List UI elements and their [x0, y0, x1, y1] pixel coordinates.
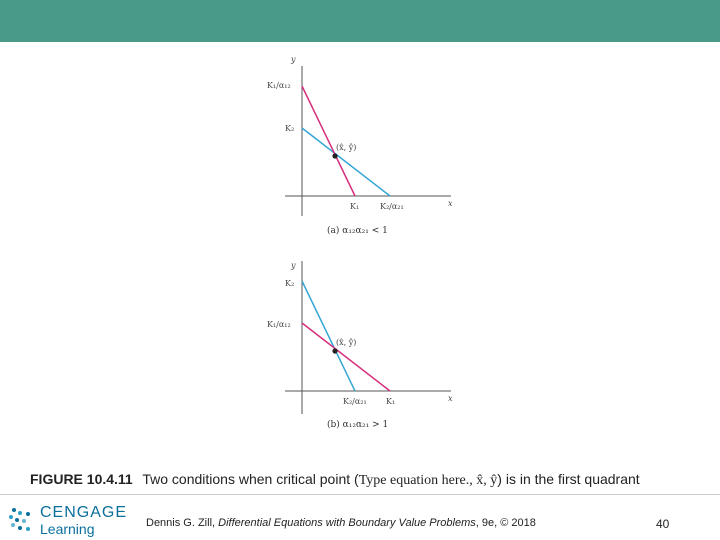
credit-book-title: Differential Equations with Boundary Value Problems	[218, 517, 476, 529]
graph-a-magenta-line	[302, 86, 355, 196]
caption-text-after: ) is in the first quadrant	[497, 471, 640, 487]
caption-text-before: Two conditions when critical point (	[142, 471, 359, 487]
credit-edition: , 9e, © 2018	[475, 517, 536, 529]
footer-divider	[0, 494, 720, 495]
logo-text-cengage: CENGAGE	[40, 504, 128, 521]
graph-b-y-intercept-bottom: K₁/α₁₂	[267, 320, 291, 329]
cengage-logo	[8, 504, 128, 538]
cengage-logo-icon	[8, 506, 36, 536]
graph-b-condition: (b) α₁₂α₂₁ > 1	[327, 420, 389, 430]
credit-author: Dennis G. Zill,	[146, 517, 219, 529]
graph-a-y-intercept-top: K₁/α₁₂	[267, 81, 291, 90]
logo-text-learning: Learning	[40, 521, 95, 537]
graph-b-x-axis-label: x	[448, 394, 453, 403]
graph-a	[267, 55, 453, 236]
header-bar	[0, 0, 720, 42]
graph-a-critical-point	[332, 153, 337, 158]
figure-graphs	[255, 46, 465, 436]
figure-number: FIGURE 10.4.11	[30, 471, 133, 487]
graph-b-cyan-line	[302, 281, 355, 391]
graph-b-y-axis-label: y	[291, 261, 296, 270]
graph-a-x-intercept-left: K₁	[350, 202, 360, 211]
graph-a-point-label: (x̂, ŷ)	[336, 143, 357, 152]
graph-b-magenta-line	[302, 323, 390, 391]
graph-a-y-intercept-bottom: K₂	[285, 124, 295, 133]
graph-a-x-intercept-right: K₂/α₂₁	[380, 202, 404, 211]
figure-caption	[30, 471, 710, 489]
graph-b-y-intercept-top: K₂	[285, 279, 295, 288]
graph-a-x-axis-label: x	[448, 199, 453, 208]
page-number: 40	[656, 517, 670, 531]
graph-b-critical-point	[332, 348, 337, 353]
graph-a-y-axis-label: y	[291, 55, 296, 64]
graph-a-cyan-line	[302, 128, 390, 196]
graph-b-point-label: (x̂, ŷ)	[336, 338, 357, 347]
caption-math: Type equation here., x̂, ŷ	[358, 473, 498, 488]
book-credit	[146, 517, 536, 529]
graph-b	[267, 261, 453, 430]
graph-a-condition: (a) α₁₂α₂₁ < 1	[327, 226, 388, 236]
graph-b-x-intercept-right: K₁	[386, 397, 396, 406]
graph-b-x-intercept-left: K₂/α₂₁	[343, 397, 367, 406]
